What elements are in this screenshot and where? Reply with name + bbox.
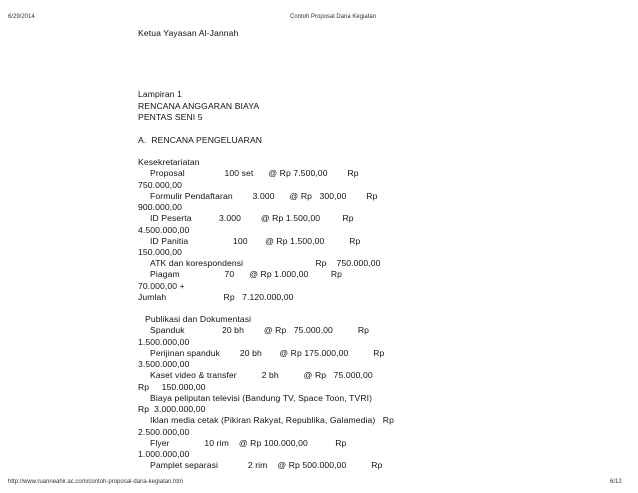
doc-line-section-a: A. RENCANA PENGELUARAN: [138, 135, 263, 145]
header-date: 6/29/2014: [8, 14, 35, 20]
doc-line-attachment: Lampiran 1: [138, 89, 182, 99]
doc-line-id-peserta: ID Peserta 3.000 @ Rp 1.500,00 Rp: [150, 213, 354, 223]
doc-line-kaset-total: Rp 150.000,00: [138, 382, 206, 392]
doc-line-piagam-total: 70.000,00 +: [138, 281, 185, 291]
doc-line-flyer: Flyer 10 rim @ Rp 100.000,00 Rp: [150, 438, 347, 448]
doc-line-id-peserta-total: 4.500.000,00: [138, 225, 190, 235]
doc-line-jumlah: Jumlah Rp 7.120.000,00: [138, 292, 294, 302]
doc-line-formulir-total: 900.000,00: [138, 202, 183, 212]
doc-line-kesekretariatan: Kesekretariatan: [138, 157, 200, 167]
footer-page-number: 6/12: [610, 479, 622, 485]
doc-line-atk: ATK dan korespondensi Rp 750.000,00: [150, 258, 381, 268]
doc-line-kaset: Kaset video & transfer 2 bh @ Rp 75.000,00: [150, 370, 373, 380]
doc-line-id-panitia-total: 150.000,00: [138, 247, 183, 257]
doc-line-proposal-total: 750.000,00: [138, 180, 183, 190]
doc-line-flyer-total: 1.000.000,00: [138, 449, 190, 459]
doc-line-perijinan: Perijinan spanduk 20 bh @ Rp 175.000,00 Rp: [150, 348, 385, 358]
doc-line-id-panitia: ID Panitia 100 @ Rp 1.500,00 Rp: [150, 236, 361, 246]
doc-line-perijinan-total: 3.500.000,00: [138, 359, 190, 369]
footer-url[interactable]: http://www.ruanneahir.ac.com/contoh-proposal-dana-kegiatan.htm: [8, 479, 184, 485]
doc-line-iklan: Iklan media cetak (Pikiran Rakyat, Republika, Galamedia) Rp: [150, 415, 394, 425]
doc-line-event-title: PENTAS SENI 5: [138, 112, 203, 122]
doc-line-signatory: Ketua Yayasan Al-Jannah: [138, 28, 239, 38]
doc-line-pamplet: Pamplet separasi 2 rim @ Rp 500.000,00 Rp: [150, 460, 383, 470]
doc-line-peliputan: Biaya peliputan televisi (Bandung TV, Space Toon, TVRI): [150, 393, 373, 403]
doc-line-spanduk: Spanduk 20 bh @ Rp 75.000,00 Rp: [150, 325, 369, 335]
doc-line-formulir: Formulir Pendaftaran 3.000 @ Rp 300,00 Rp: [150, 191, 378, 201]
doc-line-budget-title: RENCANA ANGGARAN BIAYA: [138, 101, 260, 111]
doc-line-proposal: Proposal 100 set @ Rp 7.500,00 Rp: [150, 168, 359, 178]
doc-line-publikasi: Publikasi dan Dokumentasi: [145, 314, 252, 324]
doc-line-iklan-total: 2.500.000,00: [138, 427, 190, 437]
doc-line-spanduk-total: 1.500.000,00: [138, 337, 190, 347]
header-title: Contoh Proposal Dana Kegiatan: [290, 14, 377, 20]
doc-line-peliputan-total: Rp 3.000.000,00: [138, 404, 206, 414]
doc-line-piagam: Piagam 70 @ Rp 1.000,00 Rp: [150, 269, 343, 279]
